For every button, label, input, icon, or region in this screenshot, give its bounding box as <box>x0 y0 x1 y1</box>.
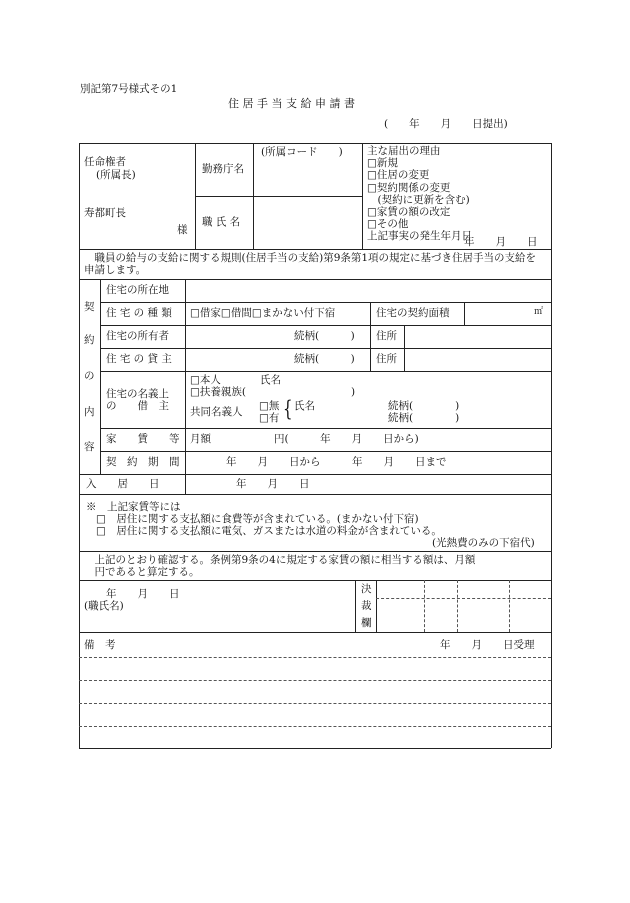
area-unit: ㎡ <box>534 307 544 317</box>
name-label: 職 氏 名 <box>202 216 241 228</box>
approval-2: 裁 <box>361 600 372 612</box>
owner-address-label: 住所 <box>376 330 397 342</box>
location-label: 住宅の所在地 <box>106 284 169 296</box>
owner-label: 住宅の所有者 <box>106 330 169 342</box>
occur-date: 年 月 日 <box>464 236 538 248</box>
nominee-label-2: の 借 主 <box>106 400 169 412</box>
reason-new: □新規 <box>367 157 398 170</box>
nominee-label-1: 住宅の名義上 <box>106 388 169 400</box>
nominee-family[interactable]: □扶養親族( ) <box>190 386 356 398</box>
lender-label: 住 宅 の 貸 主 <box>106 353 172 365</box>
notes-tail: (光熱費のみの下宿代) <box>432 537 535 549</box>
lender-relation: 続柄( ) <box>294 353 355 365</box>
nominee-name-label: 氏名 <box>260 374 281 386</box>
co-nominee-label: 共同名義人 <box>190 406 243 418</box>
confirm-date: 年 月 日 <box>106 588 180 600</box>
nominee-self[interactable]: □本人 <box>190 374 221 386</box>
co-relation-1: 続柄( ) <box>388 400 460 412</box>
contract-side-3: の <box>84 370 95 382</box>
reason-contract: □契約関係の変更 <box>367 181 451 194</box>
movein-label: 入 居 日 <box>86 478 160 490</box>
co-name-label: 氏名 <box>294 400 315 412</box>
rent-value: 月額 円( 年 月 日から) <box>190 433 419 445</box>
reason-move: □住居の変更 <box>367 169 430 182</box>
co-option-none[interactable]: □無 <box>259 400 280 412</box>
remarks-label: 備 考 <box>84 639 116 651</box>
contract-side-2: 約 <box>84 334 95 346</box>
owner-relation: 続柄( ) <box>294 330 355 342</box>
form-id: 別記第7号様式その1 <box>80 83 178 95</box>
frame-right <box>551 143 552 748</box>
note-utilities[interactable]: □ 居住に関する支払額に電気、ガスまたは水道の料金が含まれている。 <box>96 525 442 537</box>
reason-date-label: 上記事実の発生年月日 <box>367 230 472 243</box>
confirm-line-1: 上記のとおり確認する。条例第9条の4に規定する家賃の額に相当する額は、月額 <box>84 554 476 566</box>
reason-contract-note: (契約に更新を含む) <box>367 193 470 206</box>
note-meals[interactable]: □ 居住に関する支払額に食費等が含まれている。(まかない付下宿) <box>96 513 419 525</box>
frame-top <box>79 143 551 144</box>
approval-3: 欄 <box>361 617 372 629</box>
submit-date: ( 年 月 日提出) <box>384 118 508 130</box>
period-label: 契 約 期 間 <box>106 456 180 468</box>
area-label: 住宅の契約面積 <box>376 307 450 319</box>
received-date: 年 月 日受理 <box>440 639 535 651</box>
page-title: 住 居 手 当 支 給 申 請 書 <box>228 97 355 110</box>
reason-other: □その他 <box>367 218 409 231</box>
frame-bottom <box>79 748 551 749</box>
appointer-sub: (所属長) <box>96 169 136 181</box>
contract-side-1: 契 <box>84 301 95 313</box>
contract-side-4: 内 <box>84 406 95 418</box>
notes-intro: ※ 上記家賃等には <box>86 501 181 513</box>
movein-value: 年 月 日 <box>236 478 310 490</box>
mayor-label: 寿都町長 <box>84 207 126 219</box>
lender-address-label: 住所 <box>376 353 397 365</box>
office-label: 勤務庁名 <box>202 163 244 175</box>
confirm-line-2: 円であると算定する。 <box>84 566 200 578</box>
reason-heading: 主な届出の理由 <box>367 145 441 157</box>
co-relation-2: 続柄( ) <box>388 412 460 424</box>
reason-rent: □家賃の額の改定 <box>367 206 451 219</box>
signer-label: (職氏名) <box>84 600 124 612</box>
contract-side-5: 容 <box>84 441 95 453</box>
sama-label: 様 <box>177 224 188 236</box>
approval-1: 決 <box>361 583 372 595</box>
rent-label: 家 賃 等 <box>106 433 180 445</box>
period-value: 年 月 日から 年 月 日まで <box>226 456 447 468</box>
application-statement: 職員の給与の支給に関する規則(住居手当の支給)第9条第1項の規定に基づき住居手当の支給を申請します。 <box>84 252 537 276</box>
brace-icon: { <box>283 396 293 422</box>
reason-list <box>367 145 472 243</box>
type-label: 住 宅 の 種 類 <box>106 307 172 319</box>
type-options[interactable]: □借家□借間□まかない付下宿 <box>190 307 336 319</box>
co-option-yes[interactable]: □有 <box>259 412 280 424</box>
appointer-label: 任命権者 <box>84 156 126 168</box>
dept-code: (所属コード ) <box>261 146 343 158</box>
